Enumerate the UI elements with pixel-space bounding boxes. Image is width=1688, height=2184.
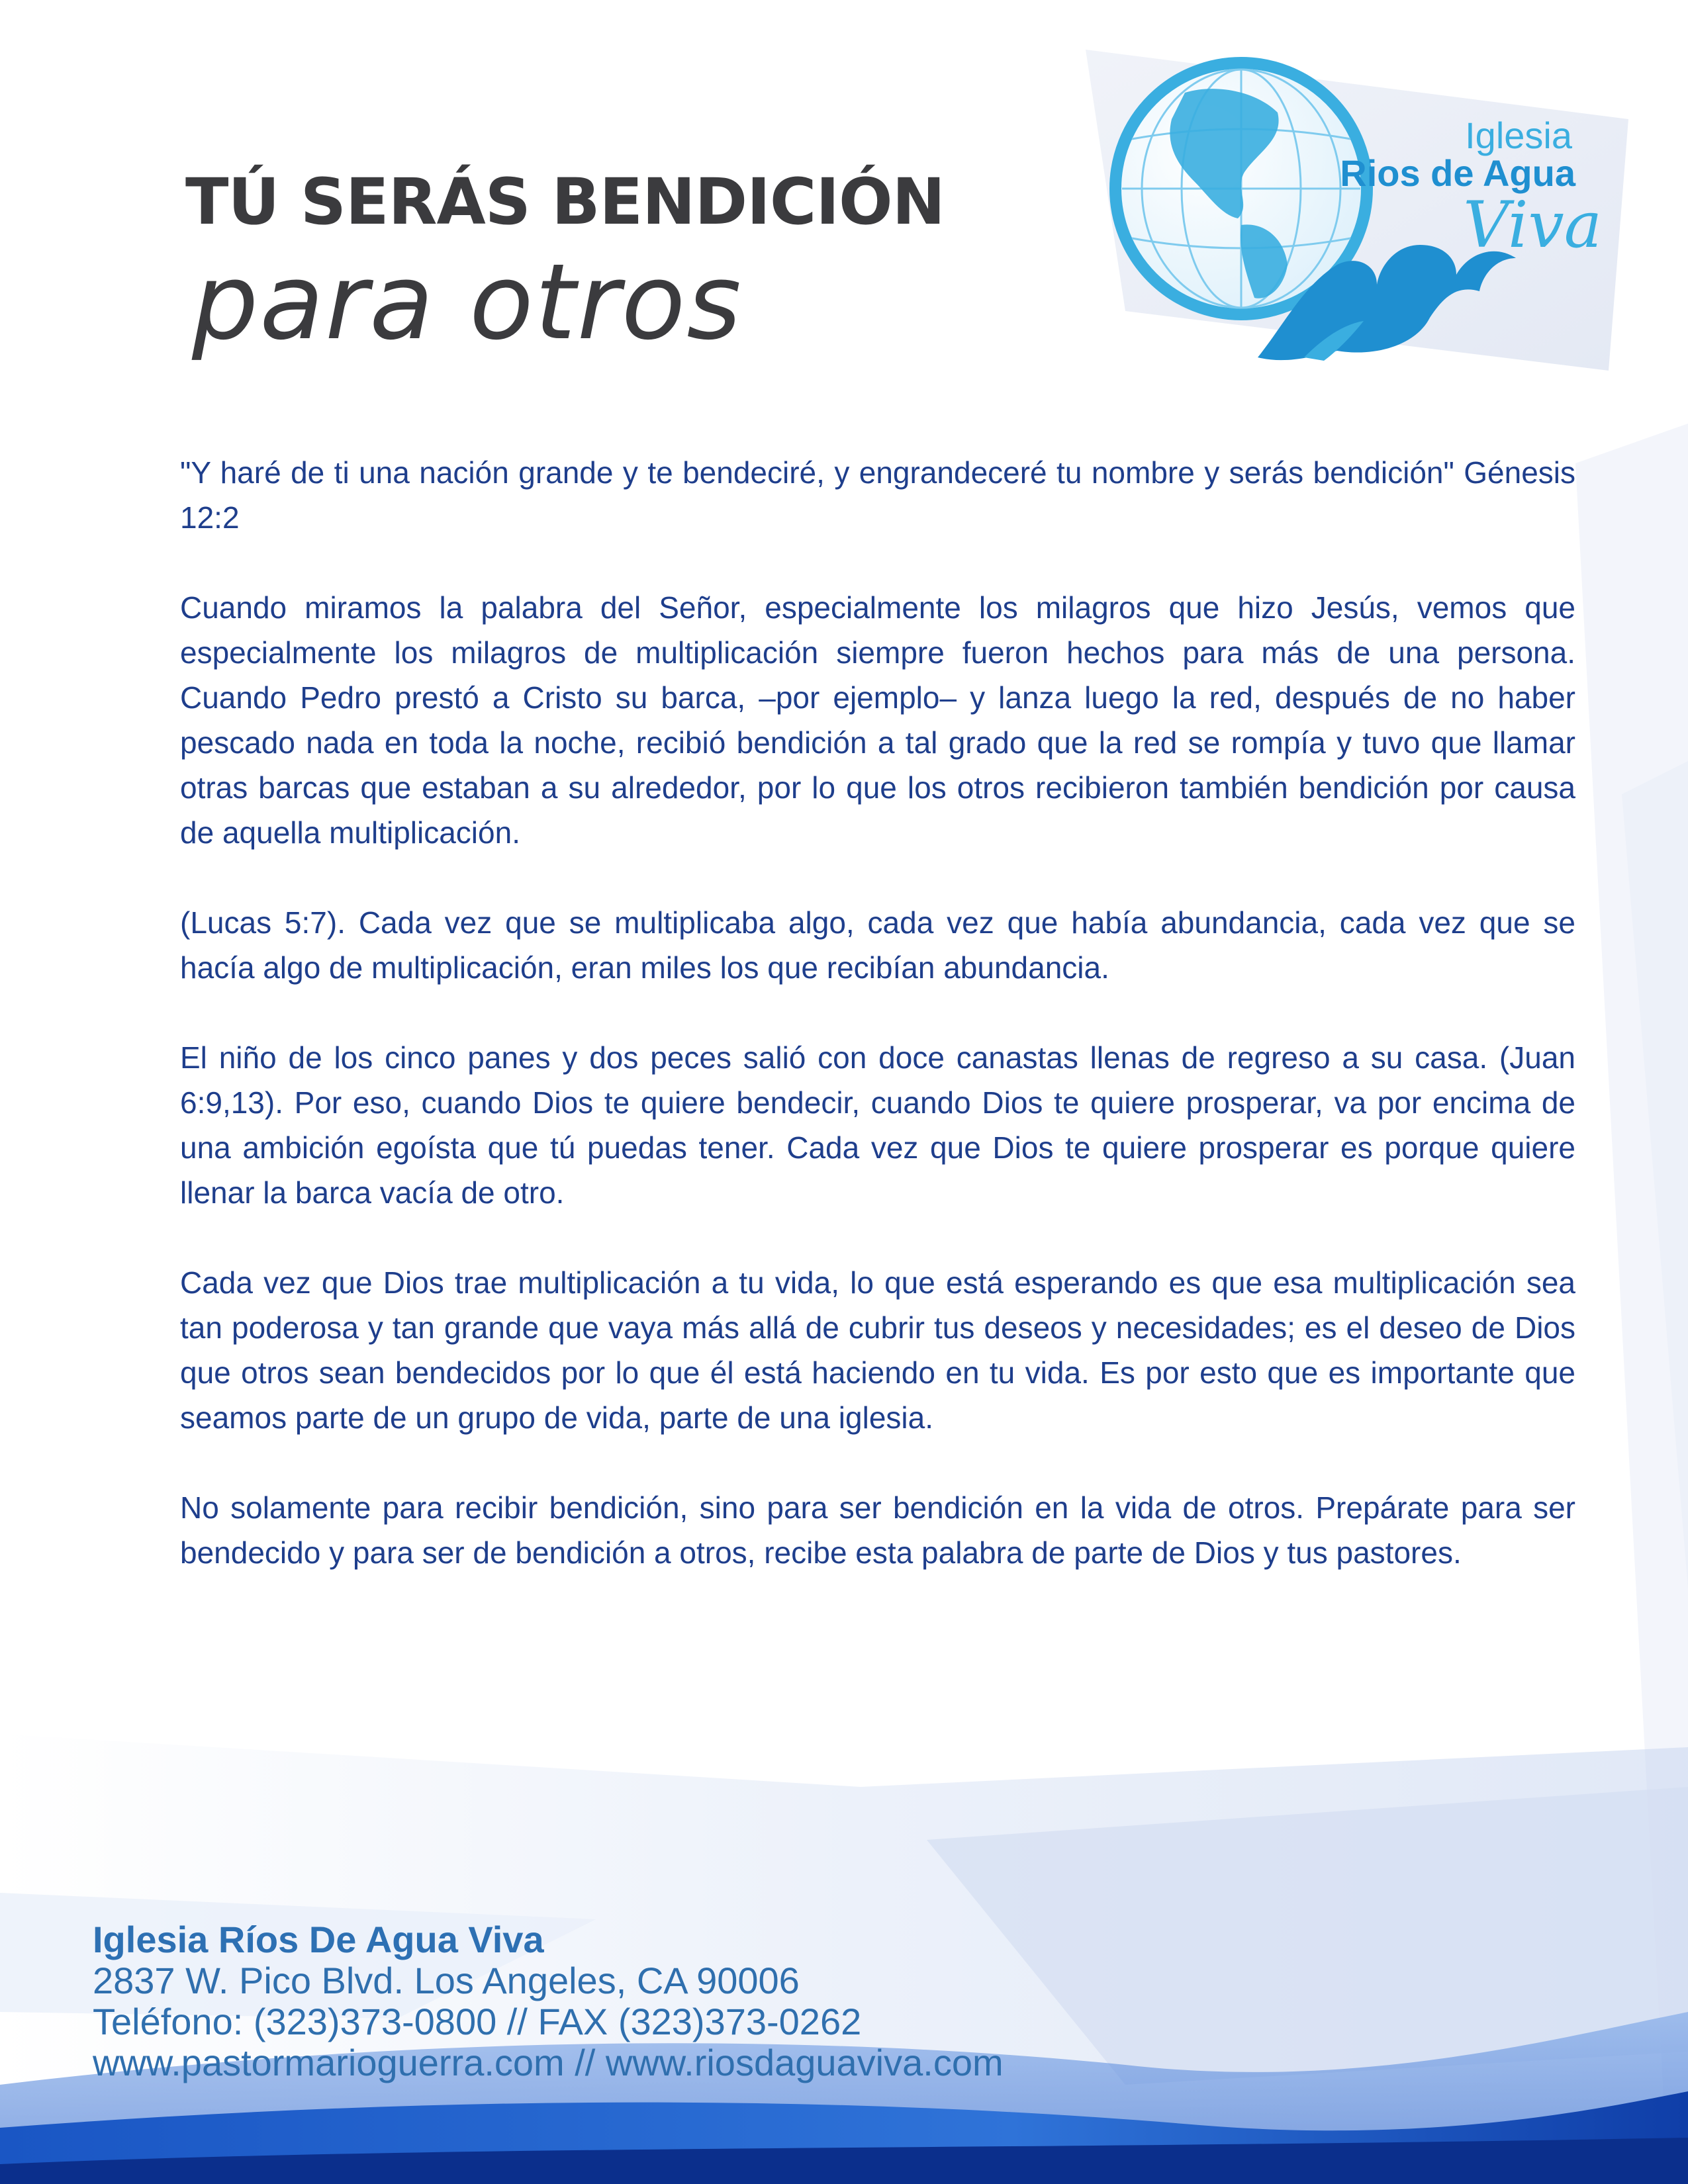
page-title: [185, 165, 945, 384]
logo-text-rios: Rios de Agua: [1340, 152, 1575, 194]
paragraph-verse: "Y haré de ti una nación grande y te bendeciré, y engrandeceré tu nombre y serás bendición" Génesis 12:2: [180, 455, 1575, 535]
paragraph: No solamente para recibir bendición, sino para ser bendición en la vida de otros. Prepárate para ser bendecido y para ser de bendición a otros, recibe esta palabra de parte de Dios y tus pastores.: [180, 1490, 1575, 1570]
footer-website: www.pastormarioguerra.com // www.riosdaguaviva.com: [93, 2042, 1004, 2083]
title-main: TÚ SERÁS BENDICIÓN: [185, 165, 945, 239]
paragraph: (Lucas 5:7). Cada vez que se multiplicaba algo, cada vez que había abundancia, cada vez que se hacía algo de multiplicación, eran miles los que recibían abundancia.: [180, 905, 1575, 985]
footer-phone: Teléfono: (323)373-0800 // FAX (323)373-0262: [93, 2001, 862, 2042]
title-subtitle: para otros: [192, 242, 743, 363]
footer-church-name: Iglesia Ríos De Agua Viva: [93, 1919, 544, 1960]
footer-address: 2837 W. Pico Blvd. Los Angeles, CA 90006: [93, 1960, 800, 2001]
article-body: [180, 450, 1575, 1575]
paragraph: Cuando miramos la palabra del Señor, especialmente los milagros que hizo Jesús, vemos que especialmente los milagros de multiplicación siempre fueron hechos para más de una persona. Cuando Pedro prestó a Cristo su barca, –por ejemplo– y lanza luego la red, después de no haber pescado nada en toda la noche, recibió bendición a tal grado que la red se rompía y tuvo que llamar otras barcas que estaban a su alrededor, por lo que los otros recibieron también bendición por causa de aquella multiplicación.: [180, 590, 1575, 850]
church-logo: [1086, 46, 1628, 377]
paragraph: Cada vez que Dios trae multiplicación a tu vida, lo que está esperando es que esa multiplicación sea tan poderosa y tan grande que vaya más allá de cubrir tus deseos y necesidades; es el deseo de Dios que otros sean bendecidos por lo que él está haciendo en tu vida. Es por esto que es importante que seamos parte de un grupo de vida, parte de una iglesia.: [180, 1265, 1575, 1435]
logo-text-viva: Viva: [1463, 188, 1602, 262]
footer-contact: [93, 1919, 1152, 2083]
logo-text-iglesia: Iglesia: [1465, 114, 1572, 156]
paragraph: El niño de los cinco panes y dos peces salió con doce canastas llenas de regreso a su casa. (Juan 6:9,13). Por eso, cuando Dios te quiere bendecir, cuando Dios te quiere prosperar, va por encima de una ambición egoísta que tú puedas tener. Cada vez que Dios te quiere prosperar es porque quiere llenar la barca vacía de otro.: [180, 1040, 1575, 1210]
